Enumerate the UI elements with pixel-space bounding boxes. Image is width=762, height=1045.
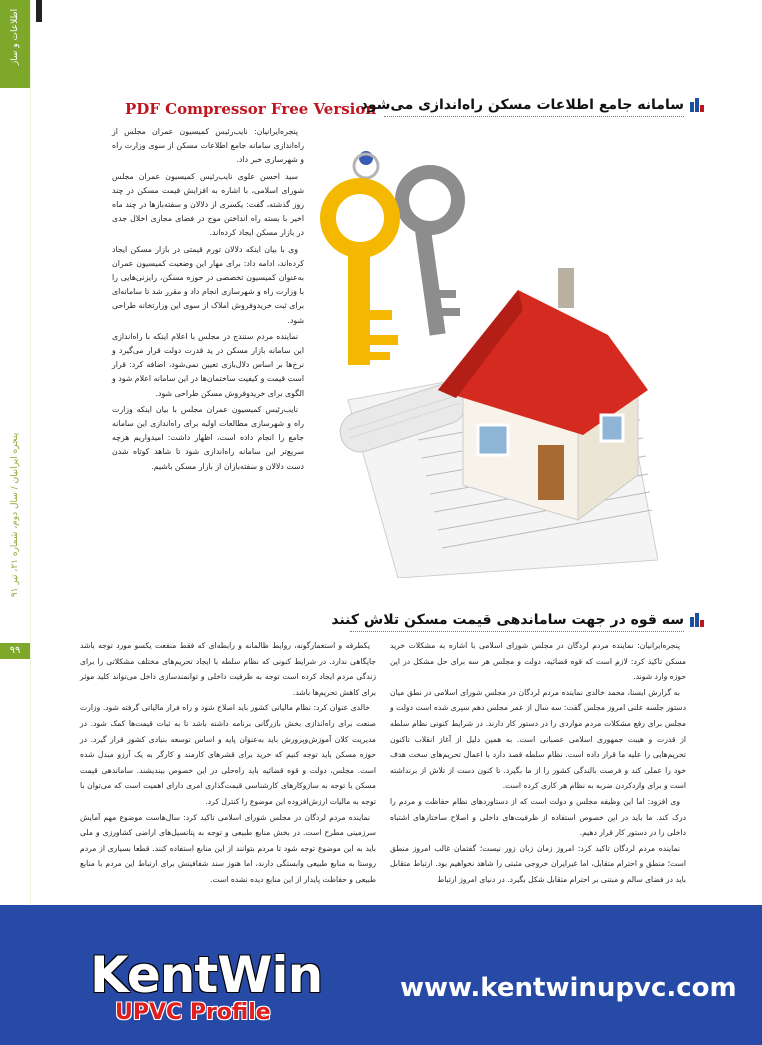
article1-heading [361, 92, 704, 118]
article2-heading [331, 608, 704, 632]
pdf-watermark: PDF Compressor Free Version [125, 100, 377, 118]
article2-right-column [390, 638, 686, 888]
title-rule [384, 116, 684, 117]
article1-paragraph: وی با بیان اینکه دلالان تورم قیمتی در بازار مسکن ایجاد کرده‌اند، ادامه داد: برای مهار این وضعیت کمیسیون عمران به‌عنوان کمیسیون تخصصی در حوزه مسکن، رایزنی‌هایی را با وزارت راه و شهرسازی انجام داد و مقرر شد تا سامانه‌ای برای ثبت خریدوفروش املاک از سوی این وزارتخانه طراحی شود. [112, 244, 304, 325]
article1-paragraph: نماینده مردم سنندج در مجلس با اعلام اینکه با راه‌اندازی این سامانه بازار مسکن در ید قدرت دولت قرار می‌گیرد و نرخ‌ها بر اساس دلال‌بازی تعیین نمی‌شود، اضافه کرد: قرار است قیمت و کیفیت ساختمان‌ها در این سامانه اعلام شود و الگوی برای خریدوفروش مسکن طراحی شود. [112, 331, 304, 398]
article1-body [112, 125, 304, 476]
issue-meta: پنجره ایرانیان / سال دوم، شماره ۲۱، تیر ۹۱ [10, 432, 20, 598]
house-keys-illustration [318, 140, 658, 578]
article2-paragraph: نماینده مردم لردگان تاکید کرد: امروز زمان زبان زور نیست؛ گفتمان غالب امروز منطق است؛ منطق و احترام متقابل، اما غیرایران خروجی مثبتی را شاهد نخواهیم بود. ارتباط متقابل باید در فضای سالم و مبتنی بر احترام متقابل شکل بگیرد. در دنیای امروز ارتباط [390, 843, 686, 884]
section-tab [0, 0, 30, 88]
title-rule [350, 631, 684, 632]
side-margin [0, 0, 31, 905]
bar-chart-icon [688, 613, 704, 627]
article1-title: سامانه جامع اطلاعات مسکن راه‌اندازی می‌شود [360, 97, 684, 113]
article2-paragraph: به گزارش ایسنا، محمد خالدی نماینده مردم لردگان در مجلس شورای اسلامی در نطق میان دستور جلسه علنی امروز مجلس گفت: سه سال از عمر مجلس دهم سپری شده است دولت و مجلس برای رفع مشکلات مردم مواردی را در دستور کار دارند. در شرایط کنونی نظام سلطه از قدرت و هیبت جمهوری اسلامی عصبانی است. به همین دلیل از آغاز انقلاب تاکنون تحریم‌هایی را علیه ما قرار داده است. نظام سلطه قصد دارد با اعمال تحریم‌های سخت هدف خود را عملی کند و فرصت بالندگی کشور را از ما بگیرد. تا کنون دست از تلاش از برنداشته است و برای واردکردن ضربه به نظام هر کاری کرده است. [390, 687, 686, 791]
bar-chart-icon [688, 98, 704, 112]
house-image [438, 268, 648, 520]
section-tab-label: اطلاعات و ساز [10, 8, 20, 66]
article2-paragraph: وی افزود: اما این وظیفه مجلس و دولت است که از دستاوردهای نظام حفاظت و مردم را درک کند. ما باید در این خصوص استفاده از ظرفیت‌های داخلی و اصلاح ساختارهای اشتباه داخلی را در دستور کار قرار دهیم. [390, 796, 686, 838]
article2-left-column [80, 638, 376, 888]
article2-paragraph: یکطرفه و استعمارگونه، روابط ظالمانه و رابطه‌ای که فقط منفعت یکسو مورد توجه باشد جایگاهی ندارد. در شرایط کنونی که نظام سلطه با ایجاد تحریم‌های مختلف مشکلاتی را برای زندگی مردم ایجاد کرده است توجه به ظرفیت داخلی و توانمندسازی داخل می‌تواند کلید موثر برای کاهش تحریم‌ها باشد. [80, 641, 376, 697]
kentwin-tagline: UPVC Profile [115, 1000, 271, 1025]
keys-image [328, 151, 460, 365]
article2-title: سه قوه در جهت ساماندهی قیمت مسکن تلاش کنند [331, 612, 684, 628]
article2-paragraph: پنجره‌ایرانیان: نماینده مردم لردگان در مجلس شورای اسلامی با اشاره به مشکلات خرید مسکن تاکید کرد: لازم است که قوه قضائیه، دولت و مجلس هر سه برای حل مشکل در این حوزه وارد شوند. [390, 641, 686, 682]
article1-paragraph: پنجره‌ایرانیان: نایب‌رئیس کمیسیون عمران مجلس از راه‌اندازی سامانه جامع اطلاعات مسکن از سوی وزارت راه و شهرسازی خبر داد. [112, 127, 304, 165]
page-number: ۹۹ [0, 643, 30, 659]
article2-paragraph: نماینده مردم لردگان در مجلس شورای اسلامی تاکید کرد: سال‌هاست موضوع مهم آمایش سرزمینی مطرح است. در بخش منابع طبیعی و توجه به پتانسیل‌های اراضی کشاورزی و ملی باید به این موضوع توجه شود تا مردم بتوانند از این منابع استفاده کنند. قطعا بسیاری از مردم روستا به منابع طبیعی وابستگی دارند، اما هنوز سند شفافیتش برای ارتباط این مردم با منابع طبیعی و حفاظت پایدار از این منابع دیده نشده است. [80, 812, 376, 884]
article2-paragraph: خالدی عنوان کرد: نظام مالیاتی کشور باید اصلاح شود و راه فرار مالیاتی گرفته شود. وزارت صنعت برای راه‌اندازی بخش بازرگانی برنامه داشته باشد تا به ثبات قیمت‌ها کمک شود. در مدیریت کلان آموزش‌وپرورش باید به‌عنوان پایه و اساس توسعه بنیادی کشور قرار گیرد. در حوزه مسکن باید توجه کنیم که خرید برای قشرهای کارمند و کارگر به یک آرزو مبدل شده است. مجلس، دولت و قوه قضائیه باید راه‌حلی در این خصوص بیندیشند. ساماندهی قیمت مسکن با توجه به سازوکارهای کارشناسی قیمت‌گذاری امری دارای اهمیت است که می‌توان با توجه به مالیات ارزش‌افزوده این موضوع را کنترل کرد. [80, 703, 376, 806]
article1-paragraph: سید احسن علوی نایب‌رئیس کمیسیون عمران مجلس شورای اسلامی، با اشاره به افزایش قیمت مسکن در چند روز گذشته، گفت: یکسری از دلالان و سفته‌بازها در چند ماه اخیر با بسته راه انداختن موج در فضای مجازی اخلال جدی در بازار مسکن ایجاد کرده‌اند. [112, 171, 304, 238]
kentwin-url-link[interactable]: www.kentwinupvc.com [400, 973, 737, 1003]
corner-marker [36, 0, 42, 22]
article1-paragraph: نایب‌رئیس کمیسیون عمران مجلس با بیان اینکه وزارت راه و شهرسازی مطالعات اولیه برای راه‌اندازی این سامانه جامع را انجام داده است، اظهار داشت: امیدواریم هرچه سریع‌تر این سامانه راه‌اندازی شود تا شاهد کوتاه شدن دست دلالان و سفته‌بازان از بازار مسکن باشیم. [112, 404, 304, 471]
kentwin-logo: KentWin [90, 946, 323, 1004]
